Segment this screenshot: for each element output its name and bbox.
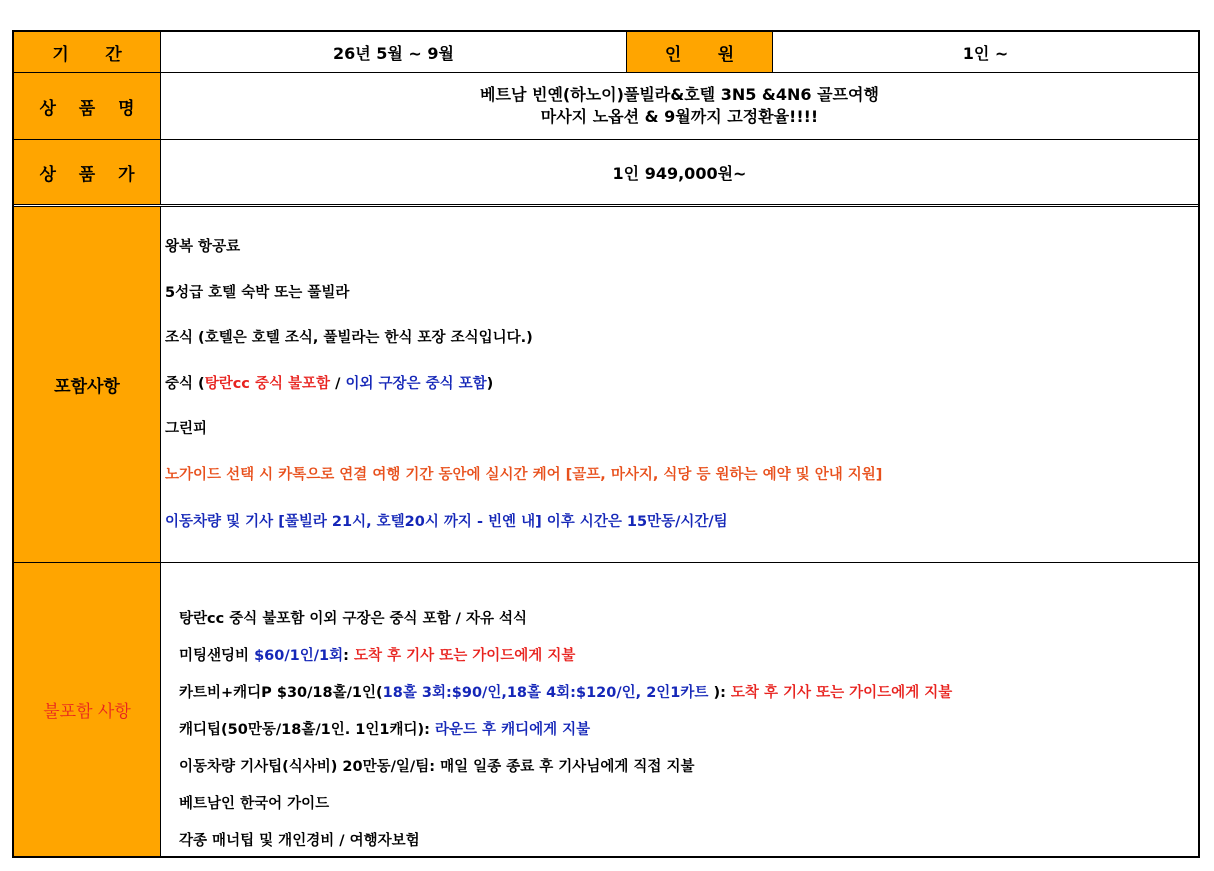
included-item-noguide: 노가이드 선택 시 카톡으로 연결 여행 기간 동안에 실시간 케어 [골프, 마사지, 식당 등 원하는 예약 및 안내 지원]	[165, 467, 883, 483]
caddie-payment-note: 라운드 후 캐디에게 지불	[434, 722, 591, 738]
excluded-item: 각종 매너팁 및 개인경비 / 여행자보험	[179, 833, 420, 849]
lunch-included-note: 이외 구장은 중식 포함	[345, 376, 487, 392]
meeting-payment-note: 도착 후 기사 또는 가이드에게 지불	[354, 648, 576, 664]
excluded-item-meeting	[179, 644, 575, 665]
meeting-prefix: 미팅샌딩비	[179, 648, 255, 664]
product-name-line2: 마사지 노옵션 & 9월까지 고정환율!!!!	[540, 107, 819, 126]
product-price-label: 상 품 가	[14, 140, 161, 204]
cart-prefix: 카트비+캐디P $30/18홀/1인(	[179, 685, 383, 701]
included-item-transport: 이동차량 및 기사 [풀빌라 21시, 호텔20시 까지 - 빈옌 내] 이후 시간은 15만동/시간/팀	[165, 514, 728, 530]
product-price-value: 1인 949,000원~	[612, 163, 747, 183]
people-label: 인 원	[627, 32, 773, 72]
product-name-row	[14, 73, 1198, 140]
caddie-prefix: 캐디팁(50만동/18홀/1인. 1인1캐디):	[179, 722, 435, 738]
meeting-price: $60/1인/1회	[254, 648, 344, 664]
period-value: 26년 5월 ~ 9월	[161, 32, 627, 72]
lunch-suffix: )	[486, 376, 494, 392]
excluded-label: 불포함 사항	[14, 563, 161, 856]
product-name-line1: 베트남 빈옌(하노이)풀빌라&호텔 3N5 &4N6 골프여행	[480, 85, 879, 104]
cart-payment-note: 도착 후 기사 또는 가이드에게 지불	[730, 685, 953, 701]
cart-colon: ):	[713, 685, 731, 701]
included-row	[14, 207, 1198, 563]
product-name-label: 상 품 명	[14, 73, 161, 139]
included-item: 왕복 항공료	[165, 239, 241, 255]
people-value: 1인 ~	[962, 43, 1009, 63]
meeting-colon: :	[343, 648, 355, 664]
tour-info-table	[12, 30, 1200, 858]
period-row	[14, 32, 1198, 73]
included-label: 포함사항	[14, 207, 161, 562]
included-item: 그린피	[165, 421, 208, 437]
period-label: 기 간	[14, 32, 161, 72]
product-price-row	[14, 140, 1198, 207]
excluded-row	[14, 563, 1198, 856]
lunch-prefix: 중식 (	[165, 376, 205, 392]
excluded-item: 탕란cc 중식 불포함 이외 구장은 중식 포함 / 자유 석식	[179, 611, 528, 627]
excluded-list	[161, 563, 1198, 856]
excluded-item: 베트남인 한국어 가이드	[179, 796, 330, 812]
lunch-excluded-note: 탕란cc 중식 불포함	[204, 376, 331, 392]
included-list	[161, 207, 1198, 562]
included-item: 5성급 호텔 숙박 또는 풀빌라	[165, 285, 350, 301]
lunch-separator: /	[330, 376, 346, 392]
cart-detail: 18홀 3회:$90/인,18홀 4회:$120/인, 2인1카트	[382, 685, 714, 701]
excluded-item-cart	[179, 681, 952, 702]
excluded-item-caddie	[179, 718, 590, 739]
product-name-value	[161, 73, 1198, 139]
excluded-item: 이동차량 기사팁(식사비) 20만동/일/팀: 매일 일종 종료 후 기사님에게 직접 지불	[179, 759, 695, 775]
included-item-lunch	[165, 372, 493, 393]
included-item: 조식 (호텔은 호텔 조식, 풀빌라는 한식 포장 조식입니다.)	[165, 330, 533, 346]
